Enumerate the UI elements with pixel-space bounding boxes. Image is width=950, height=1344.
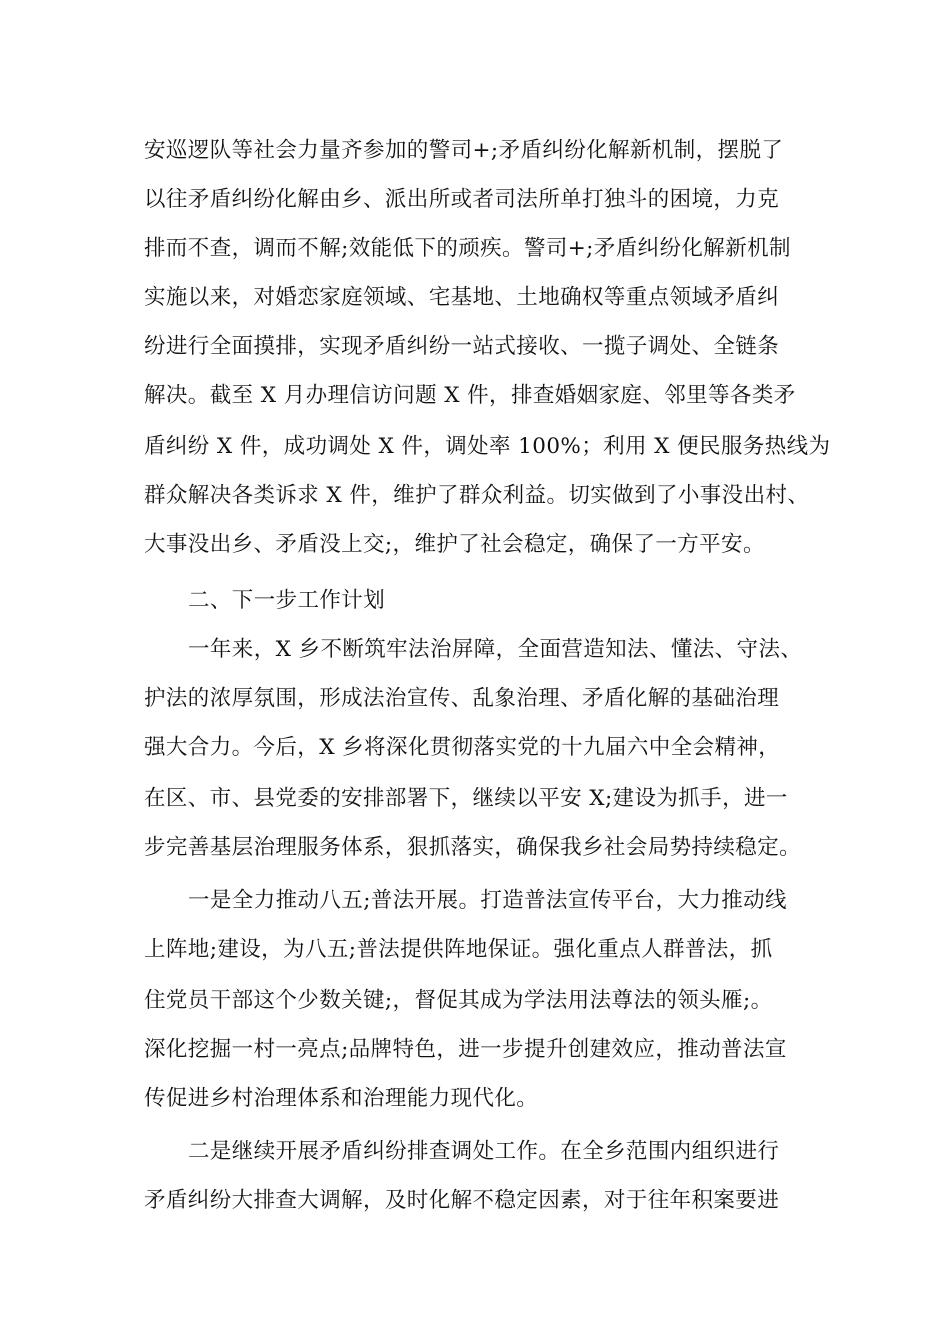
text-line: 纷进行全面摸排，实现矛盾纠纷一站式接收、一揽子调处、全链条: [144, 334, 780, 359]
text-line: 上阵地;建设，为八五;普法提供阵地保证。强化重点人群普法，抓: [144, 937, 773, 962]
section-heading: 二、下一步工作计划: [188, 588, 386, 613]
text-line: 矛盾纠纷大排查大调解，及时化解不稳定因素，对于往年积案要进: [144, 1188, 780, 1213]
text-line: 住党员干部这个少数关键;，督促其成为学法用法尊法的领头雁;。: [144, 988, 773, 1013]
text-line: 安巡逻队等社会力量齐参加的警司+;矛盾纠纷化解新机制，摆脱了: [144, 138, 784, 163]
text-line: 深化挖掘一村一亮点;品牌特色，进一步提升创建效应，推动普法宣: [144, 1037, 787, 1062]
text-line: 盾纠纷 X 件，成功调处 X 件，调处率 100%；利用 X 便民服务热线为: [144, 434, 831, 459]
text-line: 强大合力。今后，X 乡将深化贯彻落实党的十九届六中全会精神，: [144, 735, 781, 760]
text-line: 大事没出乡、矛盾没上交;，维护了社会稳定，确保了一方平安。: [144, 532, 765, 557]
paragraph-first-line: 一年来，X 乡不断筑牢法治屏障，全面营造知法、懂法、守法、: [188, 637, 803, 662]
paragraph-first-line: 二是继续开展矛盾纠纷排查调处工作。在全乡范围内组织进行: [188, 1139, 780, 1164]
text-line: 护法的浓厚氛围，形成法治宣传、乱象治理、矛盾化解的基础治理: [144, 686, 780, 711]
text-line: 排而不查，调而不解;效能低下的顽疾。警司+;矛盾纠纷化解新机制: [144, 236, 791, 261]
text-line: 解决。截至 X 月办理信访问题 X 件，排查婚姻家庭、邻里等各类矛: [144, 383, 796, 408]
text-line: 传促进乡村治理体系和治理能力现代化。: [144, 1086, 539, 1111]
text-line: 在区、市、县党委的安排部署下，继续以平安 X;建设为抓手，进一: [144, 786, 788, 811]
text-line: 群众解决各类诉求 X 件，维护了群众利益。切实做到了小事没出村、: [144, 483, 810, 508]
text-line: 实施以来，对婚恋家庭领域、宅基地、土地确权等重点领域矛盾纠: [144, 285, 780, 310]
text-line: 步完善基层治理服务体系，狠抓落实，确保我乡社会局势持续稳定。: [144, 835, 802, 860]
paragraph-first-line: 一是全力推动八五;普法开展。打造普法宣传平台，大力推动线: [188, 888, 787, 913]
text-line: 以往矛盾纠纷化解由乡、派出所或者司法所单打独斗的困境，力克: [144, 187, 780, 212]
